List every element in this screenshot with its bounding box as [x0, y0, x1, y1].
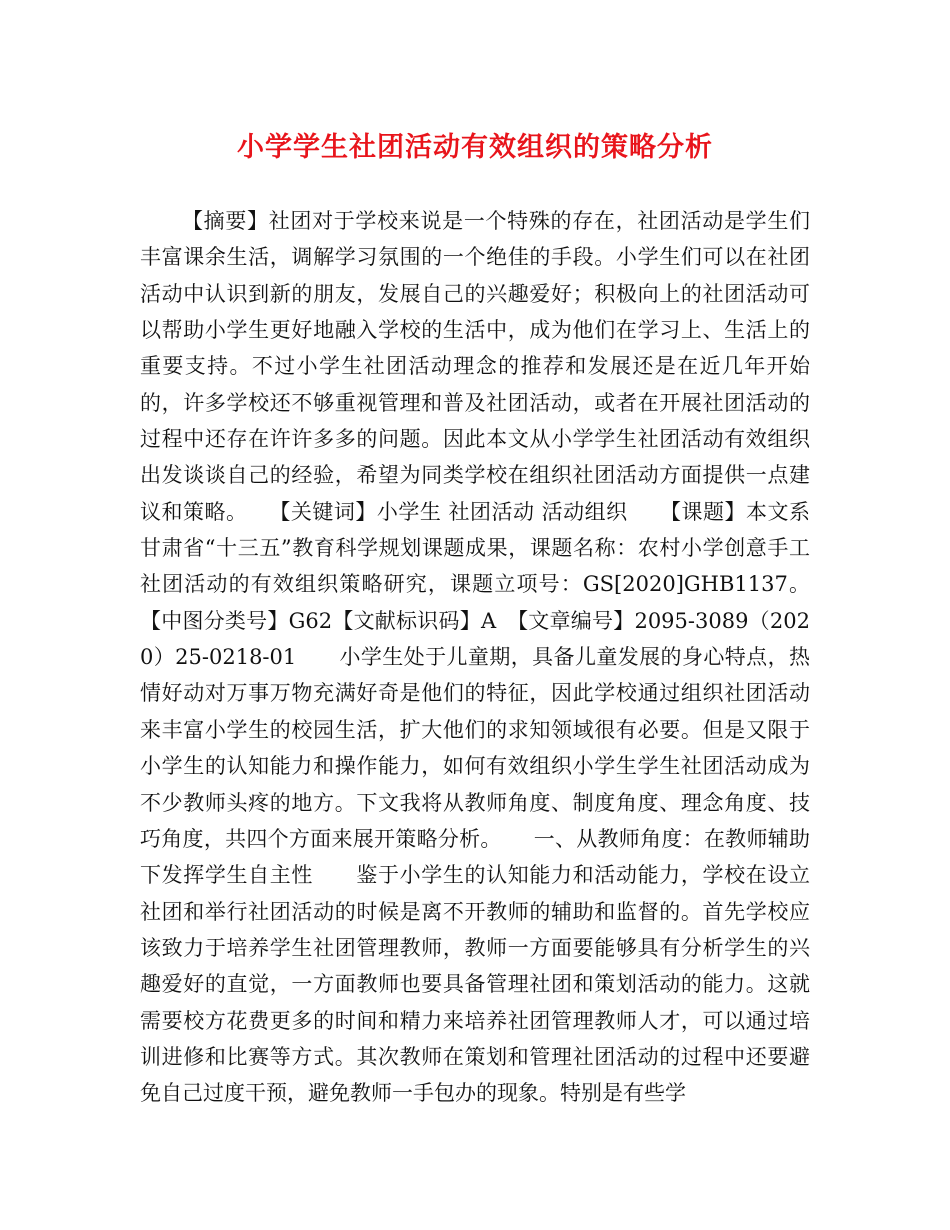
- document-body: 【摘要】社团对于学校来说是一个特殊的存在，社团活动是学生们丰富课余生活，调解学习氛围的一个绝佳的手段。小学生们可以在社团活动中认识到新的朋友，发展自己的兴趣爱好；积极向上的社团活动可以帮助小学生更好地融入学校的生活中，成为他们在学习上、生活上的重要支持。不过小学生社团活动理念的推荐和发展还是在近几年开始的，许多学校还不够重视管理和普及社团活动，或者在开展社团活动的过程中还存在许许多多的问题。因此本文从小学学生社团活动有效组织出发谈谈自己的经验，希望为同类学校在组织社团活动方面提供一点建议和策略。 【关键词】小学生 社团活动 活动组织 【课题】本文系甘肃省“十三五”教育科学规划课题成果，课题名称：农村小学创意手工社团活动的有效组织策略研究，课题立项号：GS[2020]GHB1137。【中图分类号】G62【文献标识码】A 【文章编号】2095-3089（2020）25-0218-01 小学生处于儿童期，具备儿童发展的身心特点，热情好动对万事万物充满好奇是他们的特征，因此学校通过组织社团活动来丰富小学生的校园生活，扩大他们的求知领域很有必要。但是又限于小学生的认知能力和操作能力，如何有效组织小学生学生社团活动成为不少教师头疼的地方。下文我将从教师角度、制度角度、理念角度、技巧角度，共四个方面来展开策略分析。 一、从教师角度：在教师辅助下发挥学生自主性 鉴于小学生的认知能力和活动能力，学校在设立社团和举行社团活动的时候是离不开教师的辅助和监督的。首先学校应该致力于培养学生社团管理教师，教师一方面要能够具有分析学生的兴趣爱好的直觉，一方面教师也要具备管理社团和策划活动的能力。这就需要校方花费更多的时间和精力来培养社团管理教师人才，可以通过培训进修和比赛等方式。其次教师在策划和管理社团活动的过程中还要避免自己过度干预，避免教师一手包办的现象。特别是有些学: [140, 209, 810, 1106]
- document-title: 小学学生社团活动有效组织的策略分析: [237, 132, 713, 163]
